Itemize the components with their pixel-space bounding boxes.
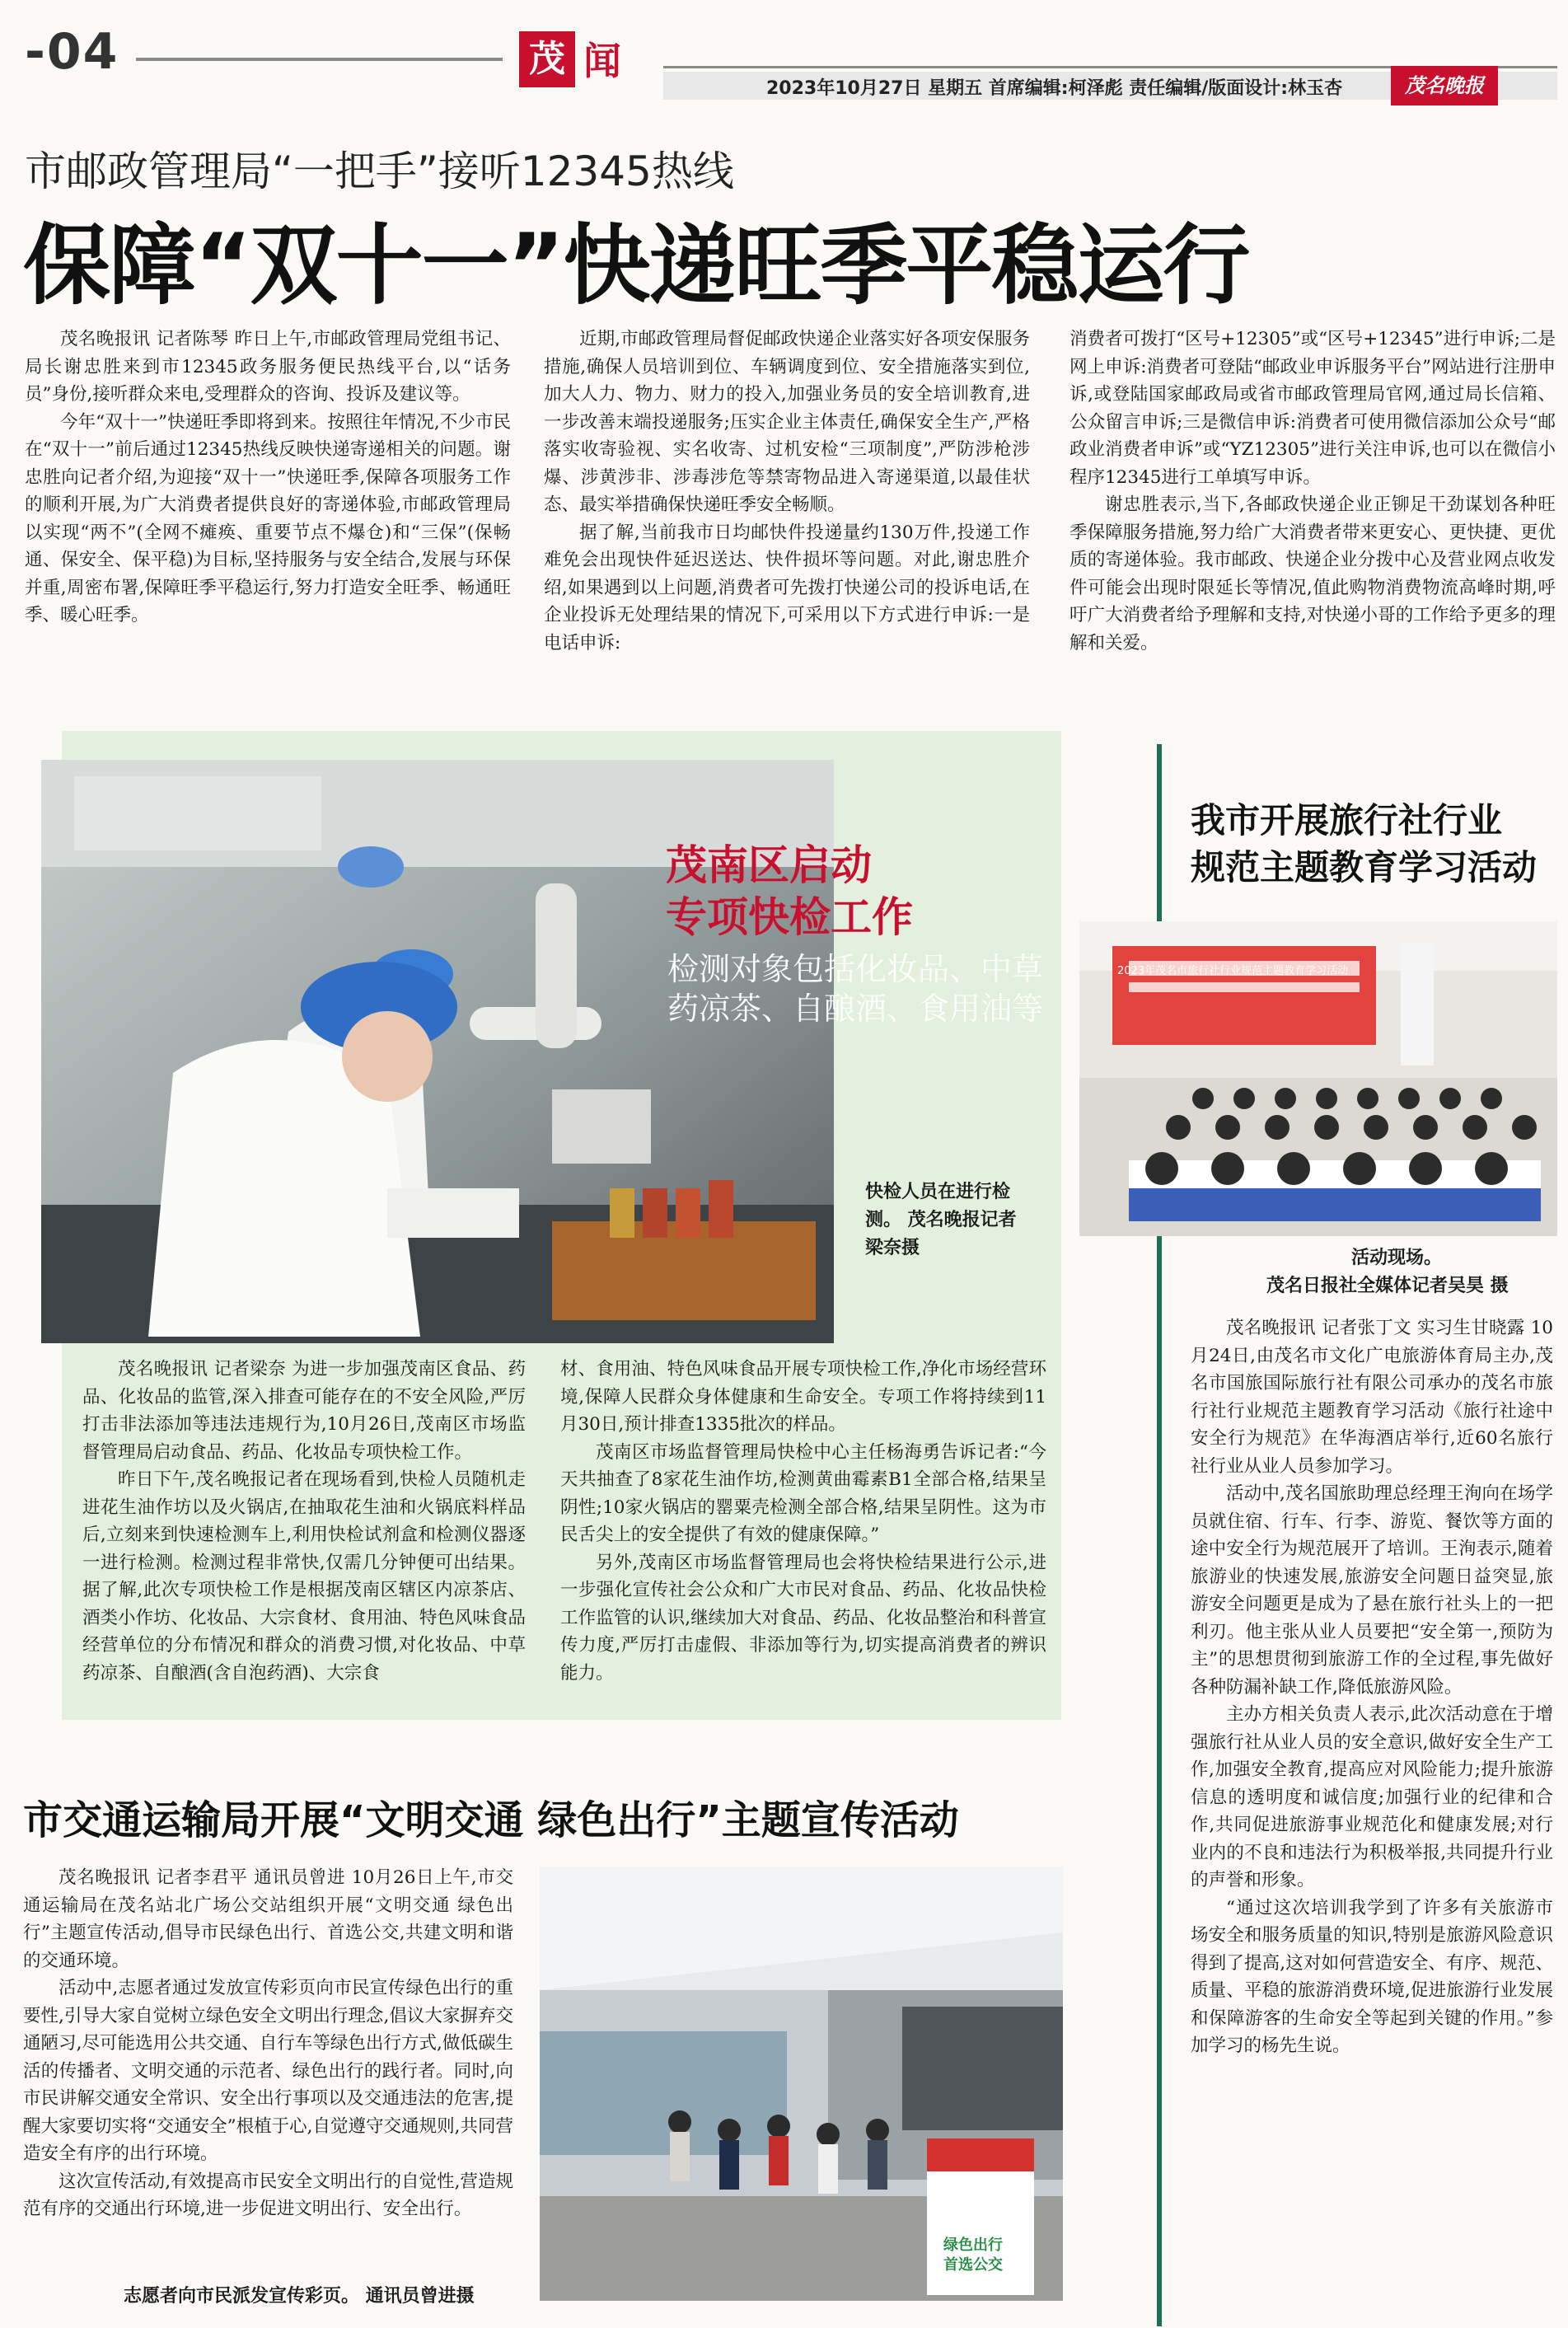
lead-col1-para: 今年“双十一”快递旺季即将到来。按照往年情况,不少市民在“双十一”前后通过12345热线反映快递寄递相关的问题。谢忠胜向记者介绍,为迎接“双十一”快递旺季,保障各项服务工作的顺利开展,为广大消费者提供良好的寄递体验,市邮政管理局以实现“两不”(全网不瘫痪、重要节点不爆仓)和“三保”(保畅通、保安全、保平稳)为目标,坚持服务与安全结合,发展与环保并重,周密布署,保障旺季平稳运行,努力打造安全旺季、畅通旺季、暖心旺季。: [25, 411, 511, 625]
quick-test-subtitle-line2: 药凉茶、自酿酒、食用油等: [667, 991, 1044, 1027]
poster-slogan-line2: 首选公交: [943, 2256, 1003, 2274]
lead-kicker: 市邮政管理局“一把手”接听12345热线: [25, 148, 734, 195]
quick-test-title-line1: 茂南区启动: [666, 841, 872, 889]
quick-test-subtitle-line1: 检测对象包括化妆品、中草: [667, 951, 1044, 987]
lead-col3-para: 谢忠胜表示,当下,各邮政快递企业正铆足干劲谋划各种旺季保障服务措施,努力给广大消费者带来更安心、更快捷、更优质的寄递体验。我市邮政、快递企业分拨中心及营业网点收发件可能会出现时限延长等情况,值此购物消费物流高峰时期,呼吁广大消费者给予理解和支持,对快递小哥的工作给予更多的理解和关爱。: [1070, 494, 1556, 653]
quick-test-column-1: [82, 1356, 526, 1687]
lead-col3-para: 消费者可拨打“区号+12305”或“区号+12345”进行申诉;二是网上申诉:消费者可登陆“邮政业申诉服务平台”网站进行注册申诉,或登陆国家邮政局或省市邮政管理局官网,通过局长信箱、公众留言申诉;三是微信申诉:消费者可使用微信添加公众号“邮政业消费者申诉”或“YZ12305”进行关注申诉,也可以在微信小程序12345进行工单填写申诉。: [1070, 329, 1556, 488]
lead-col2-para: 近期,市邮政管理局督促邮政快递企业落实好各项安保服务措施,确保人员培训到位、车辆调度到位、安全措施落实到位,加大人力、物力、财力的投入,加强业务员的安全培训教育,进一步改善末端投递服务;压实企业主体责任,确保安全生产,严格落实收寄验视、实名收寄、过机安检“三项制度”,严防涉枪涉爆、涉黄涉非、涉毒涉危等禁寄物品进入寄递渠道,以最佳状态、最实举措确保快递旺季安全畅顺。: [544, 329, 1030, 515]
header-rule-left: [136, 58, 503, 61]
quick-test-caption: 快检人员在进行检测。 茂名晚报记者梁奈摄: [865, 1182, 1017, 1258]
lead-column-3: [1070, 326, 1556, 657]
transport-caption: 志愿者向市民派发宣传彩页。 通讯员曾进摄: [124, 2286, 475, 2307]
travel-title-line1: 我市开展旅行社行业: [1191, 800, 1503, 841]
section-label-box: 茂: [519, 31, 575, 87]
header-info: 2023年10月27日 星期五 首席编辑:柯泽彪 责任编辑/版面设计:林玉杏: [766, 78, 1343, 99]
quick-col1-para: 昨日下午,茂名晚报记者在现场看到,快检人员随机走进花生油作坊以及火锅店,在抽取花生油和火锅底料样品后,立刻来到快速检测车上,利用快检试剂盒和检测仪器逐一进行检测。检测过程非常快,仅需几分钟便可出结果。据了解,此次专项快检工作是根据茂南区辖区内凉茶店、酒类小作坊、化妆品、大宗食材、食用油、特色风味食品经营单位的分布情况和群众的消费习惯,对化妆品、中草药凉茶、自酿酒(含自泡药酒)、大宗食: [82, 1469, 526, 1684]
travel-body: [1191, 1314, 1553, 2060]
travel-para: 茂名晚报讯 记者张丁文 实习生甘晓露 10月24日,由茂名市文化广电旅游体育局主办,茂名市国旅国际旅行社有限公司承办的茂名市旅行社行业规范主题教育学习活动《旅行社途中安全行为规范》在华海酒店举行,近60名旅行社行业从业人员参加学习。: [1191, 1318, 1553, 1477]
travel-caption-line1: 活动现场。: [1351, 1248, 1443, 1268]
section-label-text: 闻: [583, 39, 621, 83]
quick-col2-para: 茂南区市场监督管理局快检中心主任杨海勇告诉记者:“今天共抽查了8家花生油作坊,检测黄曲霉素B1全部合格,结果呈阴性;10家火锅店的罂粟壳检测全部合格,结果呈阴性。这为市民舌尖上的安全提供了有效的健康保障。”: [560, 1441, 1046, 1545]
quick-test-title-line2: 专项快检工作: [666, 893, 913, 941]
transport-para: 活动中,志愿者通过发放宣传彩页向市民宣传绿色出行的重要性,引导大家自觉树立绿色安全文明出行理念,倡议大家摒弃交通陋习,尽可能选用公共交通、自行车等绿色出行方式,做低碳生活的传播者、文明交通的示范者、绿色出行的践行者。同时,向市民讲解交通安全常识、安全出行事项以及交通违法的危害,提醒大家要切实将“交通安全”根植于心,自觉遵守交通规则,共同营造安全有序的出行环境。: [23, 1978, 513, 2164]
travel-para: 主办方相关负责人表示,此次活动意在于增强旅行社从业人员的安全意识,做好安全生产工作,加强安全教育,提高应对风险能力;提升旅游信息的透明度和诚信度;加强行业的纪律和合作,共同促进旅游事业规范化和健康发展;对行业内的不良和违法行为积极举报,共同提升行业的声誉和形象。: [1191, 1704, 1553, 1890]
travel-photo-banner: 2023年茂名市旅行社行业规范主题教育学习活动: [1117, 965, 1349, 977]
transport-para: 茂名晚报讯 记者李君平 通讯员曾进 10月26日上午,市交通运输局在茂名站北广场公交站组织开展“文明交通 绿色出行”主题宣传活动,倡导市民绿色出行、首选公交,共建文明和谐的交通环境。: [23, 1867, 513, 1971]
quick-test-column-2: [560, 1356, 1046, 1687]
travel-title-line2: 规范主题教育学习活动: [1191, 847, 1538, 888]
quick-col2-para: 另外,茂南区市场监督管理局也会将快检结果进行公示,进一步强化宣传社会公众和广大市民对食品、药品、化妆品快检工作监管的认识,继续加大对食品、药品、化妆品整治和科普宣传力度,严厉打击虚假、非添加等行为,切实提高消费者的辨识能力。: [560, 1552, 1046, 1684]
page-number: -04: [25, 23, 119, 81]
quick-col2-para: 材、食用油、特色风味食品开展专项快检工作,净化市场经营环境,保障人民群众身体健康和生命安全。专项工作将持续到11月30日,预计排查1335批次的样品。: [560, 1359, 1046, 1435]
newspaper-logo: 茂名晚报: [1391, 66, 1498, 105]
lead-column-1: [25, 326, 511, 630]
poster-slogan-line1: 绿色出行: [943, 2237, 1003, 2254]
travel-caption-line2: 茂名日报社全媒体记者吴昊 摄: [1266, 1276, 1509, 1296]
lead-col1-para: 茂名晚报讯 记者陈琴 昨日上午,市邮政管理局党组书记、局长谢忠胜来到市12345政务服务便民热线平台,以“话务员”身份,接听群众来电,受理群众的咨询、投诉及建议等。: [25, 329, 511, 405]
travel-para: 活动中,茂名国旅助理总经理王洵向在场学员就住宿、行车、行李、游览、餐饮等方面的途中安全行为规范展开了培训。王洵表示,随着旅游业的快速发展,旅游安全问题日益突显,旅游安全问题更是成为了悬在旅行社头上的一把利刃。他主张从业人员要把“安全第一,预防为主”的思想贯彻到旅游工作的全过程,事先做好各种防漏补缺工作,降低旅游风险。: [1191, 1483, 1553, 1698]
lead-title: 保障“双十一”快递旺季平稳运行: [23, 215, 1249, 316]
quick-col1-para: 茂名晚报讯 记者梁奈 为进一步加强茂南区食品、药品、化妆品的监管,深入排查可能存在的不安全风险,严厉打击非法添加等违法违规行为,10月26日,茂南区市场监督管理局启动食品、药品、化妆品专项快检工作。: [82, 1359, 526, 1463]
transport-title: 市交通运输局开展“文明交通 绿色出行”主题宣传活动: [23, 1797, 959, 1843]
lead-col2-para: 据了解,当前我市日均邮快件投递量约130万件,投递工作难免会出现快件延迟送达、快件损坏等问题。对此,谢忠胜介绍,如果遇到以上问题,消费者可先拨打快递公司的投诉电话,在企业投诉无处理结果的情况下,可采用以下方式进行申诉:一是电话申诉:: [544, 522, 1030, 653]
transport-para: 这次宣传活动,有效提高市民安全文明出行的自觉性,营造规范有序的交通出行环境,进一步促进文明出行、安全出行。: [23, 2171, 513, 2219]
travel-para: “通过这次培训我学到了许多有关旅游市场安全和服务质量的知识,特别是旅游风险意识得到了提高,这对如何营造安全、有序、规范、质量、平稳的旅游消费环境,促进旅游行业发展和保障游客的生命安全等起到关键的作用。”参加学习的杨先生说。: [1191, 1897, 1553, 2056]
lead-column-2: [544, 326, 1030, 657]
transport-body: [23, 1864, 513, 2223]
